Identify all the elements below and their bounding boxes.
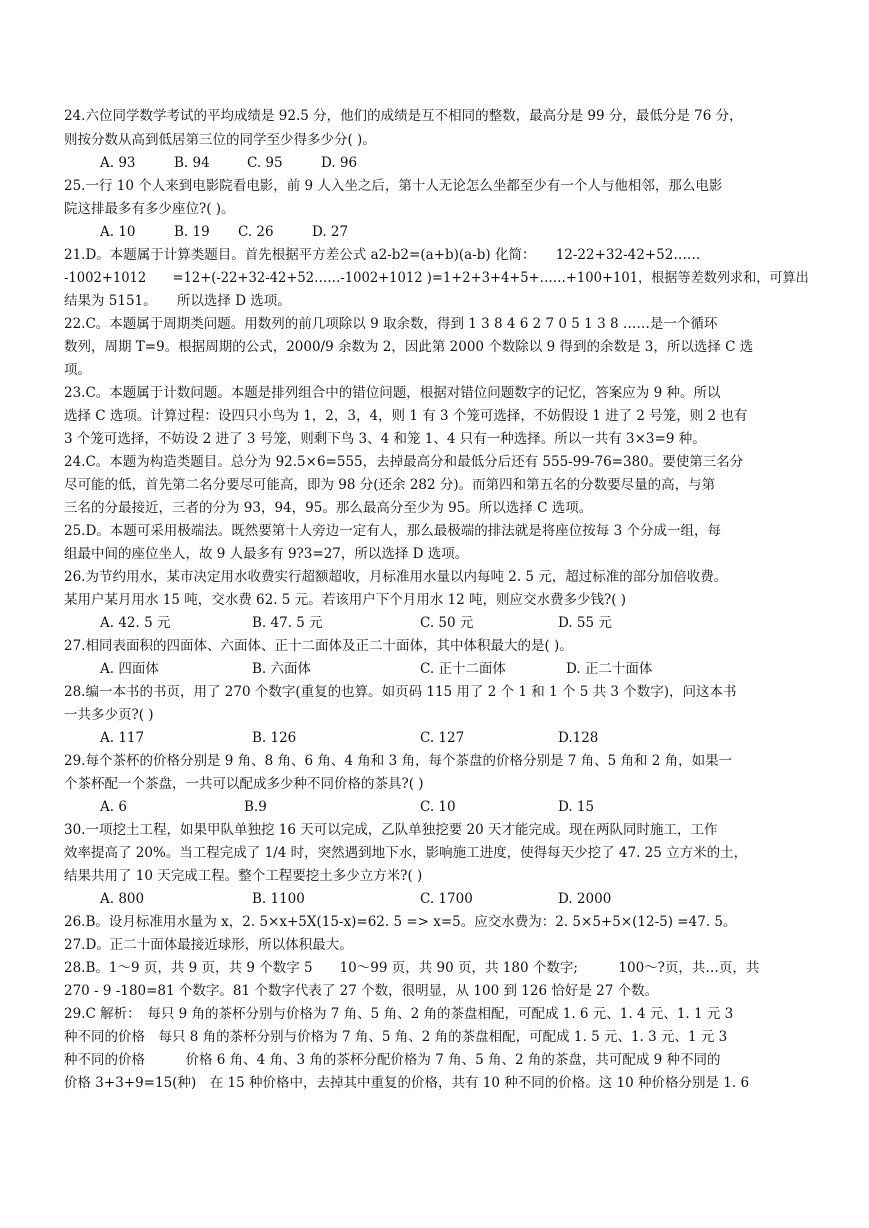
option-a: A. 42. 5 元 xyxy=(100,615,171,631)
answer-29-line-1: 29.C 解析： 每只 9 角的茶杯分别与价格为 7 角、5 角、2 角的茶盘相配，可配成 1. 6 元、1. 4 元、1. 1 元 3 xyxy=(64,1006,734,1022)
question-26-line-1: 26.为节约用水，某市决定用水收费实行超额超收，月标准用水量以内每吨 2. 5 元，超过标准的部分加倍收费。 xyxy=(64,569,728,585)
answer-23-line-3: 3 个笼可选择，不妨设 2 进了 3 号笼，则剩下鸟 3、4 和笼 1、4 只有一种选择。所以一共有 3×3=9 种。 xyxy=(64,431,706,447)
question-27-options xyxy=(64,658,809,680)
option-b: B. 1100 xyxy=(252,891,305,907)
answer-28-line-2: 270 - 9 -180=81 个数字。81 个数字代表了 27 个数，很明显，从 100 到 126 恰好是 27 个数。 xyxy=(64,983,659,999)
option-d: D.128 xyxy=(558,730,599,746)
option-c: C. 10 xyxy=(420,799,456,815)
answer-22-line-1: 22.C。本题属于周期类问题。用数列的前几项除以 9 取余数，得到 1 3 8 4 6 2 7 0 5 1 3 8 ……是一个循环 xyxy=(64,316,718,332)
question-28-options xyxy=(64,727,809,749)
answer-22-line-2: 数列，周期 T=9。根据周期的公式，2000/9 余数为 2，因此第 2000 个数除以 9 得到的余数是 3，所以选择 C 选 xyxy=(64,339,754,355)
option-a: A. 800 xyxy=(100,891,145,907)
answer-24-line-1: 24.C。本题为构造类题目。总分为 92.5×6=555，去掉最高分和最低分后还有 555-99-76=380。要使第三名分 xyxy=(64,454,744,470)
option-a: A. 6 xyxy=(100,799,127,815)
answer-23-line-1: 23.C。本题属于计数问题。本题是排列组合中的错位问题，根据对错位问题数字的记忆，答案应为 9 种。所以 xyxy=(64,385,721,401)
answer-25-line-2: 组最中间的座位坐人，故 9 人最多有 9?3=27，所以选择 D 选项。 xyxy=(64,546,469,562)
question-28-line-1: 28.编一本书的书页，用了 270 个数字(重复的也算。如页码 115 用了 2 个 1 和 1 个 5 共 3 个数字)，问这本书 xyxy=(64,684,737,700)
question-29-line-1: 29.每个茶杯的价格分别是 9 角、8 角、6 角、4 角和 3 角，每个茶盘的价格分别是 7 角、5 角和 2 角，如果一 xyxy=(64,753,733,769)
option-c: C. 正十二面体 xyxy=(420,661,506,677)
option-a: A. 93 xyxy=(100,155,136,171)
question-30-line-1: 30.一项挖土工程，如果甲队单独挖 16 天可以完成，乙队单独挖要 20 天才能完成。现在两队同时施工，工作 xyxy=(64,822,718,838)
option-d: D. 正二十面体 xyxy=(566,661,653,677)
question-24-line-2: 则按分数从高到低居第三位的同学至少得多少分( )。 xyxy=(64,132,376,148)
question-30-line-2: 效率提高了 20%。当工程完成了 1/4 时，突然遇到地下水，影响施工进度，使得每天少挖了 47. 25 立方米的土， xyxy=(64,845,748,861)
question-30-line-3: 结果共用了 10 天完成工程。整个工程要挖土多少立方米?( ) xyxy=(64,868,423,884)
option-d: D. 27 xyxy=(312,224,349,240)
answer-21-line-2: -1002+1012 =12+(-22+32-42+52……-1002+1012 )=1+2+3+4+5+……+100+101，根据等差数列求和，可算出 xyxy=(64,270,809,286)
answer-29-line-3: 种不同的价格 价格 6 角、4 角、3 角的茶杯分配价格为 7 角、5 角、2 角的茶盘，共可配成 9 种不同的 xyxy=(64,1052,721,1068)
option-a: A. 117 xyxy=(100,730,145,746)
option-b: B. 19 xyxy=(174,224,210,240)
question-25-line-1: 25.一行 10 个人来到电影院看电影，前 9 人入坐之后，第十人无论怎么坐都至少有一个人与他相邻，那么电影 xyxy=(64,178,723,194)
question-24-line-1: 24.六位同学数学考试的平均成绩是 92.5 分，他们的成绩是互不相同的整数，最高分是 99 分，最低分是 76 分， xyxy=(64,108,743,124)
answer-21-line-3: 结果为 5151。 所以选择 D 选项。 xyxy=(64,293,291,309)
option-c: C. 26 xyxy=(238,224,274,240)
option-c: C. 95 xyxy=(247,155,283,171)
question-25-line-2: 院这排最多有多少座位?( )。 xyxy=(64,201,235,217)
answer-29-line-2: 种不同的价格 每只 8 角的茶杯分别与价格为 7 角、5 角、2 角的茶盘相配，可配成 1. 5 元、1. 3 元、1 元 3 xyxy=(64,1029,728,1045)
answer-29-line-4: 价格 3+3+9=15(种) 在 15 种价格中，去掉其中重复的价格，共有 10 种不同的价格。这 10 种价格分别是 1. 6 xyxy=(64,1075,750,1091)
answer-21-line-1: 21.D。本题属于计算类题目。首先根据平方差公式 a2-b2=(a+b)(a-b) 化简： 12-22+32-42+52…… xyxy=(64,247,701,263)
option-d: D. 55 元 xyxy=(558,615,612,631)
option-b: B. 47. 5 元 xyxy=(252,615,323,631)
question-28-line-2: 一共多少页?( ) xyxy=(64,707,154,723)
option-b: B. 六面体 xyxy=(252,661,312,677)
answer-24-line-2: 尽可能的低，首先第二名分要尽可能高，即为 98 分(还余 282 分)。而第四和第五名的分数要尽量的高，与第 xyxy=(64,477,716,493)
option-d: D. 2000 xyxy=(558,891,612,907)
answer-27-line-1: 27.D。正二十面体最接近球形，所以体积最大。 xyxy=(64,937,353,953)
option-d: D. 96 xyxy=(321,155,358,171)
question-29-line-2: 个茶杯配一个茶盘，一共可以配成多少种不同价格的茶具?( ) xyxy=(64,776,424,792)
option-b: B. 94 xyxy=(174,155,210,171)
question-27-line-1: 27.相同表面积的四面体、六面体、正十二面体及正二十面体，其中体积最大的是( )。 xyxy=(64,638,573,654)
answer-24-line-3: 三名的分最接近，三者的分为 93，94，95。那么最高分至少为 95。所以选择 C 选项。 xyxy=(64,500,593,516)
answer-23-line-2: 选择 C 选项。计算过程：设四只小鸟为 1，2，3，4，则 1 有 3 个笼可选择，不妨假设 1 进了 2 号笼，则 2 也有 xyxy=(64,408,748,424)
question-25-options xyxy=(64,221,809,243)
option-d: D. 15 xyxy=(558,799,595,815)
option-c: C. 127 xyxy=(420,730,465,746)
answer-25-line-1: 25.D。本题可采用极端法。既然要第十人旁边一定有人，那么最极端的排法就是将座位按每 3 个分成一组，每 xyxy=(64,523,721,539)
question-29-options xyxy=(64,796,809,818)
answer-28-line-1: 28.B。1～9 页，共 9 页，共 9 个数字 5 10～99 页，共 90 页，共 180 个数字; 100～?页，共…页，共 xyxy=(64,960,760,976)
option-a: A. 10 xyxy=(100,224,136,240)
answer-22-line-3: 项。 xyxy=(64,362,91,378)
question-26-line-2: 某用户某月用水 15 吨，交水费 62. 5 元。若该用户下个月用水 12 吨，则应交水费多少钱?( ) xyxy=(64,592,627,608)
option-c: C. 50 元 xyxy=(420,615,474,631)
question-30-options xyxy=(64,888,809,910)
question-26-options xyxy=(64,612,809,634)
option-c: C. 1700 xyxy=(420,891,473,907)
option-b: B.9 xyxy=(244,799,267,815)
option-a: A. 四面体 xyxy=(100,661,159,677)
option-b: B. 126 xyxy=(252,730,297,746)
answer-26-line-1: 26.B。设月标准用水量为 x，2. 5×x+5X(15-x)=62. 5 => x=5。应交水费为：2. 5×5+5×(12-5) =47. 5。 xyxy=(64,914,737,930)
question-24-options xyxy=(64,152,809,174)
